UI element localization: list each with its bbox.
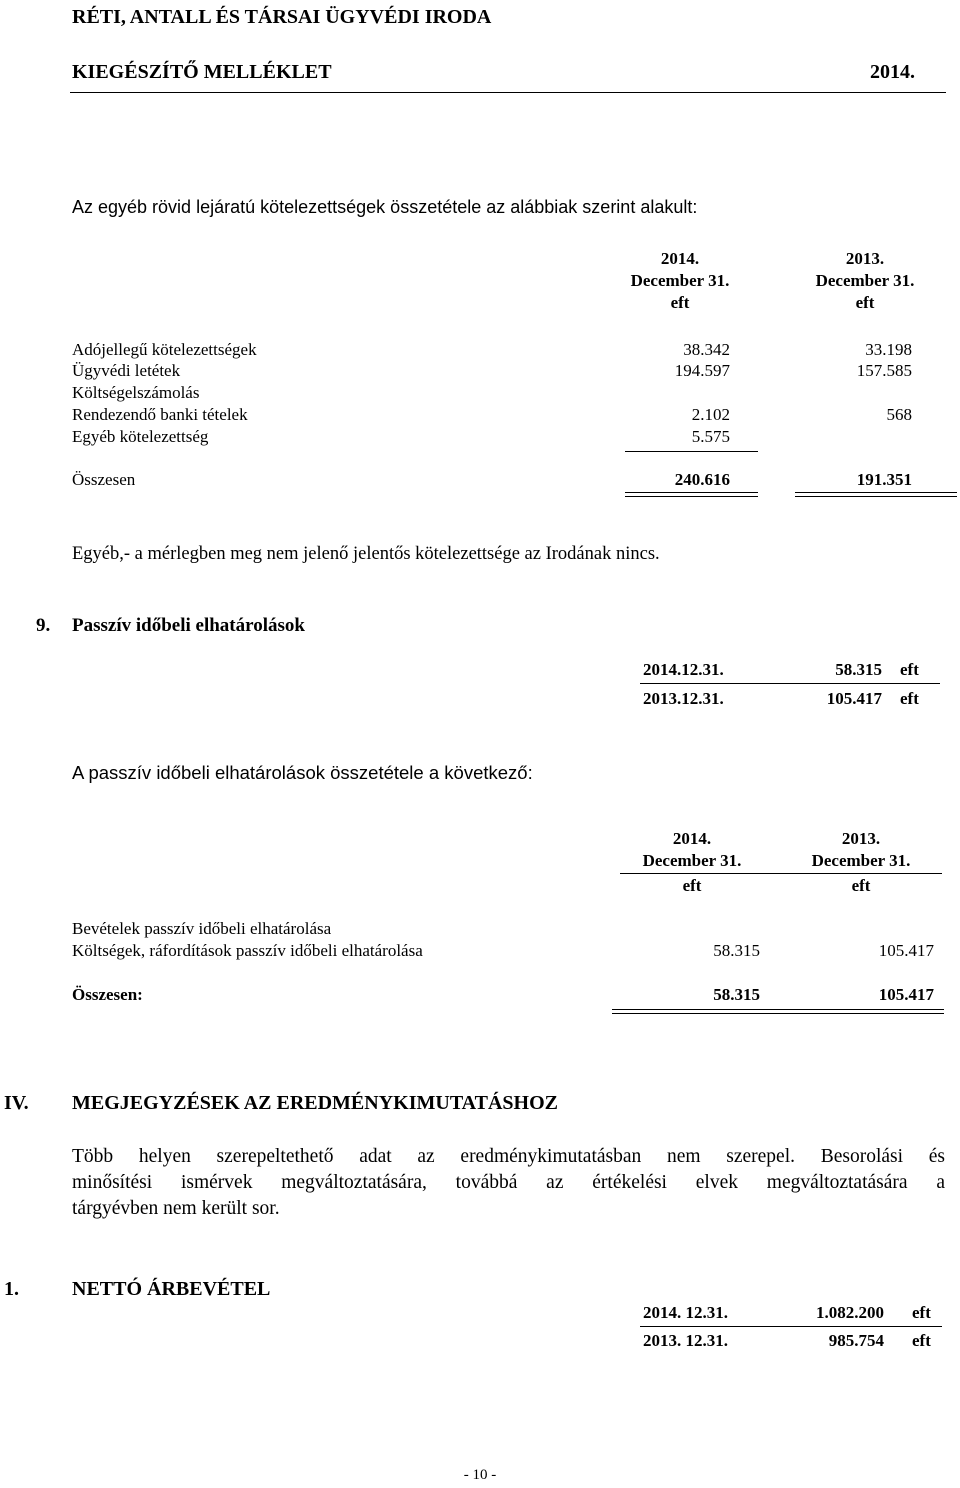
total-double-rule xyxy=(625,492,758,497)
liability-value-2013: 157.585 xyxy=(856,361,912,380)
document-title: KIEGÉSZÍTŐ MELLÉKLET xyxy=(72,61,332,83)
accrual-date: 2014.12.31. xyxy=(643,660,724,679)
col-2014-year: 2014. xyxy=(660,249,700,268)
accrual-date: 2013.12.31. xyxy=(643,689,724,708)
accrual-unit: eft xyxy=(900,660,919,679)
liabilities-total-label: Összesen xyxy=(72,470,136,489)
accrual-total-double-rule xyxy=(612,1009,944,1014)
accrual-item-2013: 105.417 xyxy=(878,941,934,960)
revenue-rule xyxy=(640,1326,942,1327)
liability-label: Ügyvédi letétek xyxy=(72,361,181,380)
section-iv-number: IV. xyxy=(4,1092,29,1114)
section-iv-title: MEGJEGYZÉSEK AZ EREDMÉNYKIMUTATÁSHOZ xyxy=(72,1092,558,1114)
accrual-col-2014-date: December 31. xyxy=(642,851,742,870)
liability-value-2014: 194.597 xyxy=(674,361,730,380)
liabilities-total-2013: 191.351 xyxy=(856,470,912,489)
accrual-item-2014: 58.315 xyxy=(713,941,760,960)
revenue-value: 985.754 xyxy=(828,1331,884,1350)
revenue-date: 2014. 12.31. xyxy=(643,1303,728,1322)
liability-value-2014: 38.342 xyxy=(683,340,730,359)
accrual-col-2014-year: 2014. xyxy=(672,829,712,848)
revenue-date: 2013. 12.31. xyxy=(643,1331,728,1350)
accrual-item-label: Költségek, ráfordítások passzív időbeli elhatárolása xyxy=(72,941,423,960)
liability-label: Adójellegű kötelezettségek xyxy=(72,340,257,359)
section-1-number: 1. xyxy=(4,1278,19,1300)
col-2013-date: December 31. xyxy=(815,271,915,290)
liability-label: Egyéb kötelezettség xyxy=(72,427,209,446)
accrual-col-2013-date: December 31. xyxy=(811,851,911,870)
accrual-col-2013-year: 2013. xyxy=(841,829,881,848)
accrual-total-2013: 105.417 xyxy=(878,985,934,1004)
liabilities-total-2014: 240.616 xyxy=(674,470,730,489)
accrual-item-label: Bevételek passzív időbeli elhatárolása xyxy=(72,919,332,938)
header-rule xyxy=(70,92,946,93)
section-iv-text-line-1: Több helyen szerepeltethető adat az eredménykimutatásban nem szerepel. Besorolási és xyxy=(72,1146,945,1167)
accrual-value: 105.417 xyxy=(826,689,882,708)
accrual-total-2014: 58.315 xyxy=(713,985,760,1004)
liability-value-2013: 33.198 xyxy=(865,340,912,359)
accrual-total-label: Összesen: xyxy=(72,985,143,1004)
revenue-value: 1.082.200 xyxy=(816,1303,884,1322)
section-9-number: 9. xyxy=(36,615,51,636)
accrual-header-rule xyxy=(620,873,942,874)
liability-value-2014: 2.102 xyxy=(691,405,730,424)
liabilities-note: Egyéb,- a mérlegben meg nem jelenő jelentős kötelezettsége az Irodának nincs. xyxy=(72,544,660,564)
liability-label: Rendezendő banki tételek xyxy=(72,405,248,424)
revenue-unit: eft xyxy=(912,1303,931,1322)
firm-name: RÉTI, ANTALL ÉS TÁRSAI ÜGYVÉDI IRODA xyxy=(72,6,492,28)
liability-value-2014: 5.575 xyxy=(691,427,730,446)
section-9-title: Passzív időbeli elhatárolások xyxy=(72,615,305,636)
accrual-col-2014-unit: eft xyxy=(682,876,702,895)
col-2013-year: 2013. xyxy=(845,249,885,268)
accrual-unit: eft xyxy=(900,689,919,708)
liabilities-intro: Az egyéb rövid lejáratú kötelezettségek összetétele az alábbiak szerint alakult: xyxy=(72,197,698,217)
section-1-title: NETTÓ ÁRBEVÉTEL xyxy=(72,1278,271,1300)
total-double-rule xyxy=(795,492,957,497)
section-iv-text-line-3: tárgyévben nem került sor. xyxy=(72,1198,280,1219)
accrual-col-2013-unit: eft xyxy=(851,876,871,895)
accrual-intro: A passzív időbeli elhatárolások összetétele a következő: xyxy=(72,762,533,783)
col-2014-date: December 31. xyxy=(630,271,730,290)
page-number: - 10 - xyxy=(463,1467,497,1483)
revenue-unit: eft xyxy=(912,1331,931,1350)
col-2013-unit: eft xyxy=(855,293,875,312)
col-2014-unit: eft xyxy=(670,293,690,312)
liability-label: Költségelszámolás xyxy=(72,383,200,402)
accrual-value: 58.315 xyxy=(835,660,882,679)
liability-value-2013: 568 xyxy=(886,405,912,424)
section-iv-text-line-2: minősítési ismérvek megváltoztatására, továbbá az értékelési elvek megváltoztatására a xyxy=(72,1172,945,1193)
accrual-rule xyxy=(640,683,940,684)
subtotal-rule xyxy=(625,451,758,452)
document-year: 2014. xyxy=(870,61,915,83)
